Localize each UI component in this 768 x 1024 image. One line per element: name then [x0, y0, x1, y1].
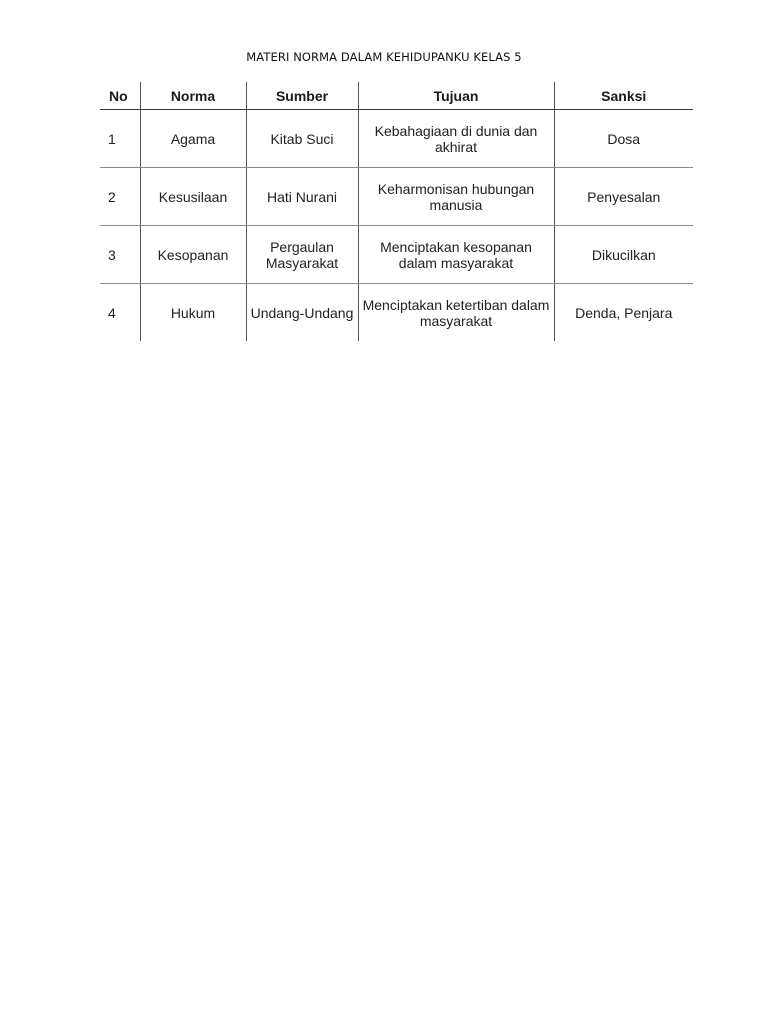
cell-sanksi: Penyesalan: [554, 168, 693, 226]
norma-table-container: [100, 82, 693, 341]
table-row: [100, 284, 693, 342]
cell-tujuan: Kebahagiaan di dunia dan akhirat: [358, 110, 554, 168]
cell-norma: Hukum: [140, 284, 246, 342]
cell-sumber: Pergaulan Masyarakat: [246, 226, 358, 284]
cell-sanksi: Dikucilkan: [554, 226, 693, 284]
cell-tujuan: Menciptakan ketertiban dalam masyarakat: [358, 284, 554, 342]
table-row: [100, 226, 693, 284]
cell-sumber: Kitab Suci: [246, 110, 358, 168]
cell-sumber: Undang-Undang: [246, 284, 358, 342]
cell-no: 3: [100, 226, 140, 284]
header-norma: Norma: [140, 82, 246, 110]
cell-norma: Agama: [140, 110, 246, 168]
page-title: MATERI NORMA DALAM KEHIDUPANKU KELAS 5: [246, 50, 522, 64]
norma-table: [100, 82, 693, 341]
table-row: [100, 168, 693, 226]
cell-sumber: Hati Nurani: [246, 168, 358, 226]
cell-sanksi: Denda, Penjara: [554, 284, 693, 342]
table-row: [100, 110, 693, 168]
cell-no: 2: [100, 168, 140, 226]
header-sumber: Sumber: [246, 82, 358, 110]
cell-norma: Kesopanan: [140, 226, 246, 284]
cell-no: 1: [100, 110, 140, 168]
cell-tujuan: Keharmonisan hubungan manusia: [358, 168, 554, 226]
table-header-row: [100, 82, 693, 110]
cell-sanksi: Dosa: [554, 110, 693, 168]
header-no: No: [100, 82, 140, 110]
cell-tujuan: Menciptakan kesopanan dalam masyarakat: [358, 226, 554, 284]
cell-no: 4: [108, 304, 116, 321]
cell-norma: Kesusilaan: [140, 168, 246, 226]
header-sanksi: Sanksi: [554, 82, 693, 110]
header-tujuan: Tujuan: [358, 82, 554, 110]
